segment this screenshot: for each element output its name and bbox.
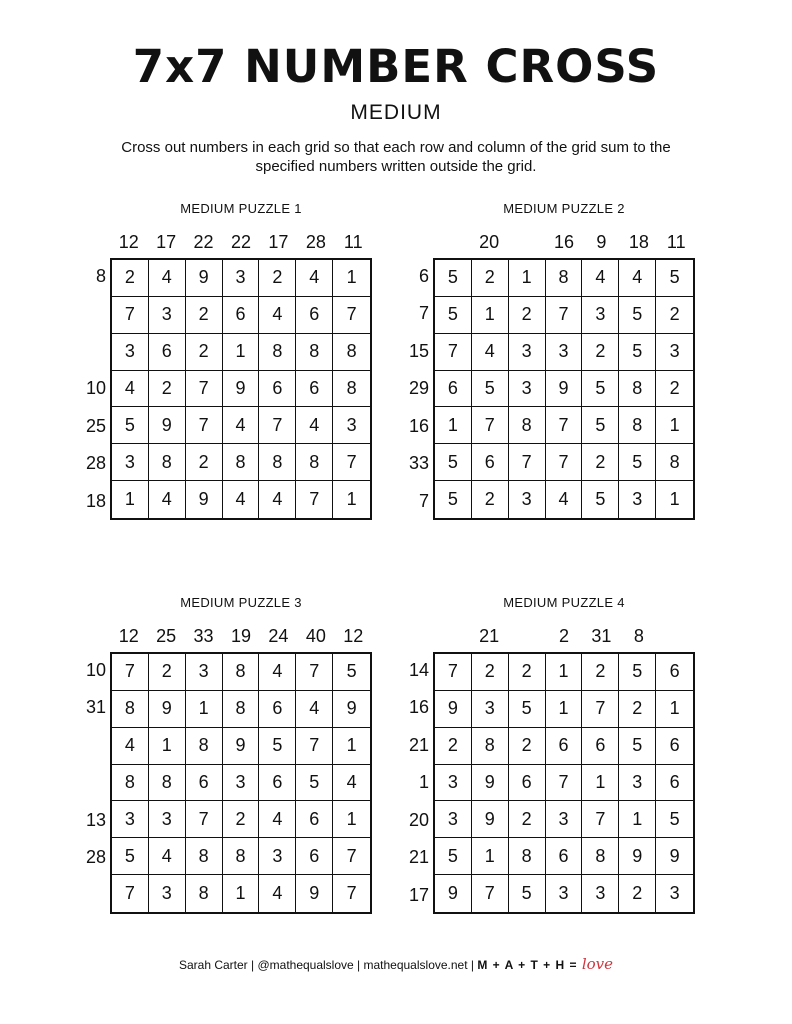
row-sum: 16 (408, 415, 429, 436)
grid-cell[interactable]: 7 (546, 765, 583, 802)
column-sum: 28 (305, 232, 326, 252)
footer-credit: Sarah Carter | @mathequalslove | mathequalslove.net | (178, 958, 478, 972)
grid-cell[interactable]: 8 (472, 728, 509, 765)
grid-cell[interactable]: 8 (656, 444, 693, 481)
grid-cell[interactable]: 2 (656, 297, 693, 334)
grid-cell[interactable]: 5 (472, 371, 509, 408)
column-sums (433, 229, 695, 255)
grid-cell[interactable]: 7 (346, 883, 357, 904)
grid-cell[interactable]: 4 (472, 334, 509, 371)
grid-cell[interactable]: 6 (546, 728, 583, 765)
grid-cell[interactable]: 6 (435, 371, 472, 408)
row-sum: 6 (418, 266, 429, 286)
column-sum: 2 (558, 626, 569, 646)
grid-cell[interactable]: 7 (112, 297, 149, 334)
grid-cell[interactable]: 9 (619, 838, 656, 875)
grid-cell[interactable]: 7 (435, 334, 472, 371)
grid-cell[interactable]: 3 (546, 801, 583, 838)
grid-cell[interactable]: 7 (186, 407, 223, 444)
row-sum (70, 295, 108, 332)
grid-cell[interactable]: 3 (582, 297, 619, 334)
grid-cell[interactable]: 7 (186, 371, 223, 408)
grid-cell[interactable]: 8 (149, 765, 186, 802)
grid-cell[interactable]: 2 (186, 444, 223, 481)
grid-cell[interactable]: 1 (435, 407, 472, 444)
grid-cell[interactable]: 4 (149, 481, 186, 518)
row-sum: 33 (408, 453, 429, 474)
grid-cell[interactable]: 9 (656, 838, 693, 875)
column-sum (508, 623, 545, 649)
row-sum: 1 (418, 772, 429, 793)
row-sums (393, 652, 431, 914)
row-sums (70, 652, 108, 914)
grid-cell[interactable]: 9 (546, 371, 583, 408)
grid-cell[interactable]: 3 (656, 334, 693, 371)
grid-cell[interactable]: 3 (112, 334, 149, 371)
grid-cell[interactable]: 5 (333, 654, 370, 691)
grid-cell[interactable]: 5 (435, 260, 472, 297)
grid-cell[interactable]: 6 (259, 371, 296, 408)
column-sum: 8 (633, 626, 644, 646)
grid-cell[interactable]: 8 (296, 334, 333, 371)
column-sums (433, 623, 695, 649)
grid-cell[interactable]: 7 (296, 728, 333, 765)
grid-cell[interactable]: 5 (582, 407, 619, 444)
column-sum: 11 (666, 232, 686, 252)
grid-cell[interactable]: 8 (112, 691, 149, 728)
grid-cell[interactable]: 9 (472, 801, 509, 838)
grid-cell[interactable]: 4 (149, 260, 186, 297)
grid-cell[interactable]: 9 (435, 691, 472, 728)
column-sum: 17 (268, 232, 289, 252)
grid-cell[interactable]: 8 (509, 838, 546, 875)
grid-cell[interactable]: 4 (259, 801, 296, 838)
column-sum: 33 (193, 626, 214, 646)
column-sum: 25 (156, 626, 177, 646)
grid-cell[interactable]: 9 (223, 728, 260, 765)
grid-cell[interactable]: 4 (259, 297, 296, 334)
grid-cell[interactable]: 6 (186, 765, 223, 802)
grid-cell[interactable]: 8 (333, 371, 370, 408)
grid-cell[interactable]: 1 (223, 334, 260, 371)
grid-cell[interactable]: 8 (619, 407, 656, 444)
grid-cell[interactable]: 3 (546, 875, 583, 912)
grid-cell[interactable]: 7 (112, 875, 149, 912)
puzzle-2 (393, 201, 693, 531)
grid-cell[interactable]: 9 (223, 371, 260, 408)
row-sum: 13 (85, 809, 106, 830)
grid-cell[interactable]: 2 (472, 481, 509, 518)
grid-cell[interactable]: 9 (296, 875, 333, 912)
grid-cell[interactable]: 1 (546, 691, 583, 728)
grid-cell[interactable]: 8 (186, 728, 223, 765)
puzzle-label: MEDIUM PUZZLE 3 (180, 595, 302, 610)
grid-cell[interactable]: 6 (259, 765, 296, 802)
row-sum: 14 (408, 660, 429, 680)
grid-cell[interactable]: 8 (223, 444, 260, 481)
column-sum: 12 (118, 232, 139, 252)
grid-cell[interactable]: 5 (619, 334, 656, 371)
column-sum: 12 (118, 626, 139, 646)
grid-cell[interactable]: 2 (619, 875, 656, 912)
grid-cell[interactable]: 2 (435, 728, 472, 765)
grid-cell[interactable]: 4 (223, 407, 260, 444)
grid-cell[interactable]: 2 (186, 297, 223, 334)
grid-cell[interactable]: 8 (223, 654, 260, 691)
grid-cell[interactable]: 3 (223, 260, 260, 297)
column-sum (658, 623, 695, 649)
grid-cell[interactable]: 6 (656, 728, 693, 765)
column-sum: 9 (596, 232, 607, 252)
row-sum: 8 (95, 266, 106, 286)
column-sum (508, 229, 545, 255)
grid-cell[interactable]: 8 (582, 838, 619, 875)
number-grid (110, 652, 372, 914)
grid-cell[interactable]: 8 (186, 838, 223, 875)
column-sum: 20 (479, 232, 500, 252)
grid-cell[interactable]: 5 (112, 838, 149, 875)
grid-cell[interactable]: 2 (259, 260, 296, 297)
grid-cell[interactable]: 1 (472, 838, 509, 875)
grid-cell[interactable]: 1 (509, 260, 546, 297)
grid-cell[interactable]: 2 (472, 654, 509, 691)
grid-cell[interactable]: 4 (149, 838, 186, 875)
grid-cell[interactable]: 4 (112, 728, 149, 765)
row-sum: 21 (408, 847, 429, 868)
grid-cell[interactable]: 3 (509, 334, 546, 371)
grid-cell[interactable]: 7 (582, 691, 619, 728)
grid-cell[interactable]: 5 (435, 838, 472, 875)
column-sums (110, 229, 372, 255)
grid-cell[interactable]: 3 (112, 444, 149, 481)
page-subtitle: MEDIUM (350, 101, 442, 124)
row-sum: 29 (408, 378, 429, 399)
footer-brand: M + A + T + H = (477, 958, 582, 972)
grid-cell[interactable]: 3 (435, 765, 472, 802)
page-title: 7x7 NUMBER CROSS (132, 40, 660, 93)
grid-cell[interactable]: 8 (259, 334, 296, 371)
grid-cell[interactable]: 1 (333, 801, 370, 838)
grid-cell[interactable]: 9 (472, 765, 509, 802)
row-sum: 18 (85, 490, 106, 511)
grid-cell[interactable]: 5 (259, 728, 296, 765)
row-sum: 20 (408, 809, 429, 830)
grid-cell[interactable]: 9 (186, 260, 223, 297)
grid-cell[interactable]: 4 (259, 654, 296, 691)
grid-cell[interactable]: 1 (656, 691, 693, 728)
grid-cell[interactable]: 7 (112, 654, 149, 691)
row-sum: 25 (85, 415, 106, 436)
grid-cell[interactable]: 4 (296, 260, 333, 297)
row-sum: 16 (408, 697, 429, 718)
grid-cell[interactable]: 4 (223, 481, 260, 518)
grid-cell[interactable]: 8 (223, 838, 260, 875)
row-sum (70, 333, 108, 370)
grid-cell[interactable]: 6 (509, 765, 546, 802)
grid-cell[interactable]: 3 (435, 801, 472, 838)
row-sum: 10 (85, 660, 106, 680)
grid-cell[interactable]: 4 (296, 691, 333, 728)
grid-cell[interactable]: 1 (546, 654, 583, 691)
grid-cell[interactable]: 5 (619, 444, 656, 481)
grid-cell[interactable]: 2 (223, 801, 260, 838)
grid-cell[interactable]: 7 (472, 407, 509, 444)
grid-cell[interactable]: 6 (546, 838, 583, 875)
puzzle-3 (70, 595, 370, 925)
grid-cell[interactable]: 6 (656, 654, 693, 691)
row-sum: 15 (408, 340, 429, 361)
grid-cell[interactable]: 4 (296, 407, 333, 444)
grid-cell[interactable]: 4 (582, 260, 619, 297)
grid-cell[interactable]: 3 (333, 407, 370, 444)
column-sum: 19 (230, 626, 251, 646)
grid-cell[interactable]: 9 (435, 875, 472, 912)
grid-cell[interactable]: 6 (296, 297, 333, 334)
grid-cell[interactable]: 7 (546, 444, 583, 481)
grid-cell[interactable]: 8 (509, 407, 546, 444)
grid-cell[interactable]: 2 (472, 260, 509, 297)
grid-cell[interactable]: 3 (112, 801, 149, 838)
column-sum: 40 (305, 626, 326, 646)
grid-cell[interactable]: 9 (149, 407, 186, 444)
grid-cell[interactable]: 8 (149, 444, 186, 481)
grid-cell[interactable]: 1 (112, 481, 149, 518)
grid-cell[interactable]: 7 (186, 801, 223, 838)
grid-cell[interactable]: 1 (656, 407, 693, 444)
number-grid (433, 652, 695, 914)
grid-cell[interactable]: 3 (509, 371, 546, 408)
grid-cell[interactable]: 6 (296, 371, 333, 408)
grid-cell[interactable]: 1 (333, 728, 370, 765)
grid-cell[interactable]: 2 (186, 334, 223, 371)
puzzle-1 (70, 201, 370, 531)
column-sum: 12 (343, 626, 364, 646)
grid-cell[interactable]: 3 (149, 297, 186, 334)
grid-cell[interactable]: 4 (619, 260, 656, 297)
grid-cell[interactable]: 6 (296, 801, 333, 838)
grid-cell[interactable]: 2 (582, 654, 619, 691)
column-sum: 21 (479, 626, 500, 646)
grid-cell[interactable]: 8 (186, 875, 223, 912)
grid-cell[interactable]: 5 (509, 691, 546, 728)
grid-cell[interactable]: 7 (296, 481, 333, 518)
instructions-text: Cross out numbers in each grid so that each row and column of the grid sum to the specified numbers written outside the grid. (121, 139, 671, 175)
grid-cell[interactable]: 3 (149, 801, 186, 838)
column-sum: 22 (230, 232, 251, 252)
grid-cell[interactable]: 6 (223, 297, 260, 334)
grid-cell[interactable]: 8 (223, 691, 260, 728)
footer-love-logo: love (581, 955, 614, 973)
grid-cell[interactable]: 3 (259, 838, 296, 875)
grid-cell[interactable]: 8 (546, 260, 583, 297)
column-sum: 18 (628, 232, 649, 252)
grid-cell[interactable]: 3 (619, 481, 656, 518)
puzzle-label: MEDIUM PUZZLE 4 (503, 595, 625, 610)
grid-cell[interactable]: 7 (546, 297, 583, 334)
grid-cell[interactable]: 2 (509, 654, 546, 691)
row-sum: 28 (85, 453, 106, 474)
grid-cell[interactable]: 3 (509, 481, 546, 518)
grid-cell[interactable]: 3 (619, 765, 656, 802)
grid-cell[interactable]: 1 (333, 260, 370, 297)
grid-cell[interactable]: 8 (259, 444, 296, 481)
grid-cell[interactable]: 5 (582, 371, 619, 408)
grid-cell[interactable]: 3 (149, 875, 186, 912)
row-sum (70, 727, 108, 764)
row-sum: 7 (418, 303, 429, 324)
column-sum (433, 623, 470, 649)
grid-cell[interactable]: 5 (296, 765, 333, 802)
grid-cell[interactable]: 2 (149, 654, 186, 691)
column-sum: 24 (268, 626, 289, 646)
footer (0, 955, 792, 973)
grid-cell[interactable]: 5 (582, 481, 619, 518)
grid-cell[interactable]: 7 (333, 838, 370, 875)
grid-cell[interactable]: 7 (296, 654, 333, 691)
column-sum: 22 (193, 232, 214, 252)
grid-cell[interactable]: 2 (619, 691, 656, 728)
grid-cell[interactable]: 6 (296, 838, 333, 875)
grid-cell[interactable]: 7 (472, 875, 509, 912)
row-sum: 10 (85, 378, 106, 399)
grid-cell[interactable]: 7 (582, 801, 619, 838)
grid-cell[interactable]: 4 (546, 481, 583, 518)
grid-cell[interactable]: 5 (619, 654, 656, 691)
row-sum: 7 (418, 490, 429, 511)
grid-cell[interactable]: 1 (149, 728, 186, 765)
grid-cell[interactable]: 4 (259, 875, 296, 912)
grid-cell[interactable]: 5 (509, 875, 546, 912)
grid-cell[interactable]: 5 (619, 728, 656, 765)
grid-cell[interactable]: 1 (582, 765, 619, 802)
puzzle-4 (393, 595, 693, 925)
grid-cell[interactable]: 8 (619, 371, 656, 408)
grid-cell[interactable]: 2 (509, 297, 546, 334)
grid-cell[interactable]: 1 (472, 297, 509, 334)
grid-cell[interactable]: 8 (112, 765, 149, 802)
column-sum (433, 229, 470, 255)
grid-cell[interactable]: 8 (296, 444, 333, 481)
puzzle-label: MEDIUM PUZZLE 1 (180, 201, 302, 216)
grid-cell[interactable]: 2 (582, 334, 619, 371)
grid-cell[interactable]: 2 (149, 371, 186, 408)
grid-cell[interactable]: 9 (186, 481, 223, 518)
grid-cell[interactable]: 8 (333, 334, 370, 371)
grid-cell[interactable]: 6 (259, 691, 296, 728)
row-sum: 28 (85, 847, 106, 868)
column-sums (110, 623, 372, 649)
grid-cell[interactable]: 4 (259, 481, 296, 518)
grid-cell[interactable]: 1 (669, 489, 680, 510)
grid-cell[interactable]: 3 (472, 691, 509, 728)
grid-cell[interactable]: 7 (435, 654, 472, 691)
grid-cell[interactable]: 2 (509, 801, 546, 838)
grid-cell[interactable]: 2 (656, 371, 693, 408)
grid-cell[interactable]: 3 (546, 334, 583, 371)
grid-cell[interactable]: 5 (656, 260, 693, 297)
row-sums (70, 258, 108, 520)
grid-cell[interactable]: 4 (333, 765, 370, 802)
puzzle-label: MEDIUM PUZZLE 2 (503, 201, 625, 216)
grid-cell[interactable]: 2 (582, 444, 619, 481)
grid-cell[interactable]: 4 (112, 371, 149, 408)
column-sum: 16 (553, 232, 574, 252)
number-grid (433, 258, 695, 520)
column-sum: 31 (591, 626, 612, 646)
grid-cell[interactable]: 3 (582, 875, 619, 912)
grid-cell[interactable]: 9 (149, 691, 186, 728)
grid-cell[interactable]: 5 (435, 444, 472, 481)
number-grid (110, 258, 372, 520)
grid-cell[interactable]: 1 (346, 489, 357, 510)
grid-cell[interactable]: 1 (223, 875, 260, 912)
grid-cell[interactable]: 5 (656, 801, 693, 838)
grid-cell[interactable]: 6 (149, 334, 186, 371)
grid-cell[interactable]: 5 (435, 297, 472, 334)
grid-cell[interactable]: 3 (223, 765, 260, 802)
row-sum (70, 877, 108, 914)
grid-cell[interactable]: 9 (333, 691, 370, 728)
row-sum (70, 764, 108, 801)
grid-cell[interactable]: 6 (582, 728, 619, 765)
row-sum: 21 (408, 734, 429, 755)
grid-cell[interactable]: 7 (546, 407, 583, 444)
grid-cell[interactable]: 1 (619, 801, 656, 838)
grid-cell[interactable]: 6 (472, 444, 509, 481)
column-sum: 17 (156, 232, 177, 252)
grid-cell[interactable]: 7 (333, 444, 370, 481)
row-sum: 31 (85, 697, 106, 718)
grid-cell[interactable]: 5 (112, 407, 149, 444)
grid-cell[interactable]: 1 (186, 691, 223, 728)
grid-cell[interactable]: 7 (259, 407, 296, 444)
row-sums (393, 258, 431, 520)
grid-cell[interactable]: 5 (619, 297, 656, 334)
grid-cell[interactable]: 7 (509, 444, 546, 481)
row-sum: 17 (408, 884, 429, 905)
grid-cell[interactable]: 6 (656, 765, 693, 802)
column-sum: 11 (343, 232, 363, 252)
grid-cell[interactable]: 3 (186, 654, 223, 691)
grid-cell[interactable]: 2 (112, 260, 149, 297)
grid-cell[interactable]: 2 (509, 728, 546, 765)
grid-cell[interactable]: 7 (333, 297, 370, 334)
grid-cell[interactable]: 5 (435, 481, 472, 518)
grid-cell[interactable]: 3 (669, 883, 680, 904)
